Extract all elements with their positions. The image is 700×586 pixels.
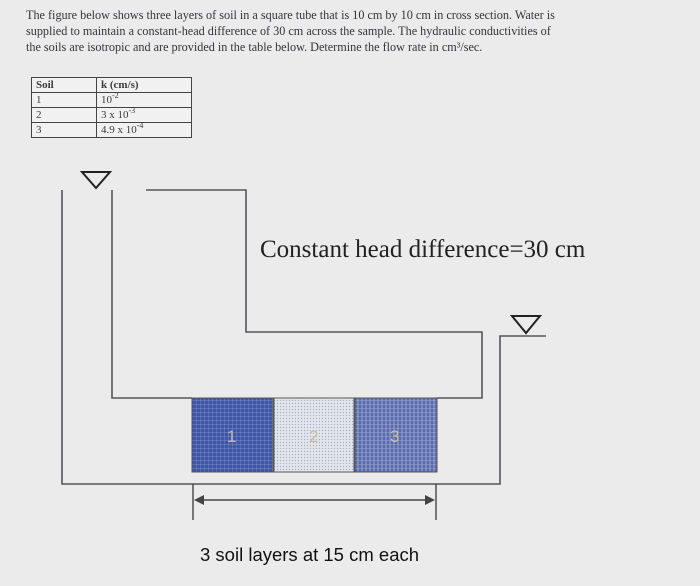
problem-line: The figure below shows three layers of soil in a square tube that is 10 cm by 10 cm in cross section. Water is (26, 8, 555, 22)
soil-cell: 1 (32, 93, 97, 108)
upstream-water-level-icon (82, 172, 110, 188)
layer-length-label: 3 soil layers at 15 cm each (200, 544, 420, 565)
soil-cell: 3 (32, 123, 97, 138)
soil-layer-1-label: 1 (227, 427, 237, 446)
k-base: 3 x 10 (101, 109, 129, 121)
head-difference-label: Constant head difference=30 cm (260, 236, 586, 263)
downstream-water-level-icon (512, 316, 540, 333)
col-header-soil: Soil (32, 78, 97, 93)
k-exponent: -2 (112, 91, 119, 100)
soil-cell: 2 (32, 108, 97, 123)
col-header-k: k (cm/s) (97, 78, 192, 93)
k-base: 10 (101, 94, 112, 106)
problem-line: supplied to maintain a constant-head difference of 30 cm across the sample. The hydraulic conductivities of (26, 23, 551, 38)
problem-line: the soils are isotropic and are provided in the table below. Determine the flow rate in cm³/sec. (26, 39, 483, 54)
soil-layer-3-label: 3 (390, 427, 400, 446)
k-exponent: -4 (136, 121, 144, 130)
length-dimension-arrow (193, 484, 436, 520)
k-exponent: -3 (128, 106, 136, 115)
k-base: 4.9 x 10 (101, 124, 137, 136)
soil-layer-2-label: 2 (309, 427, 319, 446)
